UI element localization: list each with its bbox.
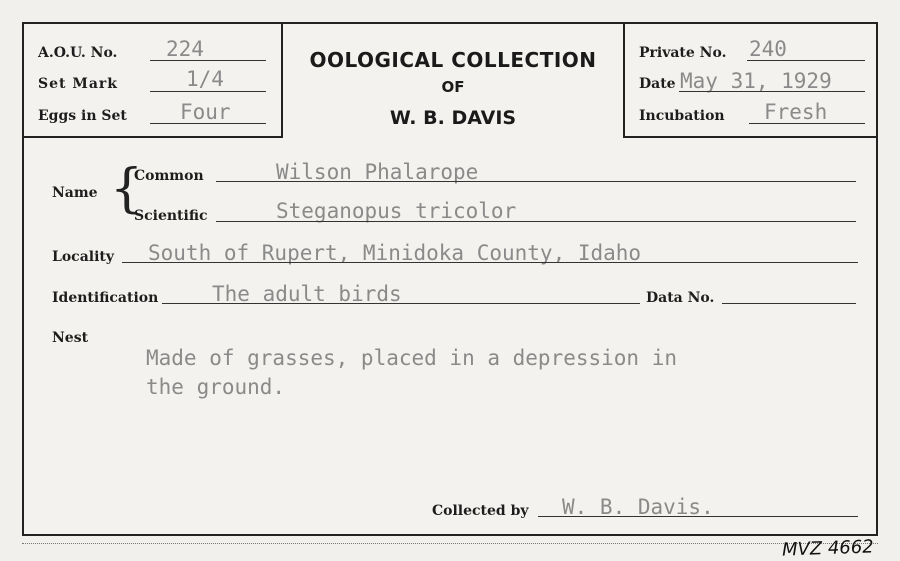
collection-title-of: OF: [441, 78, 465, 96]
name-brace: {: [110, 159, 144, 219]
set-mark-label: Set Mark: [38, 76, 119, 92]
collected-by-value: W. B. Davis.: [562, 495, 714, 519]
identification-value: The adult birds: [212, 282, 402, 306]
incubation-label: Incubation: [639, 108, 725, 124]
date-label: Date: [639, 76, 676, 92]
aou-underline: [150, 60, 266, 61]
header-divider-right: [623, 24, 625, 136]
scientific-name-value: Steganopus tricolor: [276, 199, 517, 223]
locality-label: Locality: [52, 249, 115, 265]
eggs-label: Eggs in Set: [38, 108, 127, 124]
locality-underline: [122, 262, 858, 263]
collected-by-label: Collected by: [432, 503, 529, 519]
scientific-label: Scientific: [134, 208, 208, 224]
identification-label: Identification: [52, 290, 159, 306]
nest-label: Nest: [52, 330, 89, 346]
incubation-value: Fresh: [764, 100, 828, 124]
common-label: Common: [134, 168, 204, 184]
specimen-card: [22, 22, 878, 536]
data-no-underline: [722, 303, 856, 304]
eggs-underline: [150, 123, 266, 124]
common-name-underline: [216, 181, 856, 182]
header-bottom-rule-left: [24, 136, 283, 138]
eggs-value: Four: [180, 100, 231, 124]
nest-line-2: the ground.: [146, 375, 286, 399]
locality-value: South of Rupert, Minidoka County, Idaho: [148, 241, 642, 265]
set-mark-value: 1/4: [186, 67, 224, 91]
date-value: May 31, 1929: [680, 69, 832, 93]
collector-name-title: W. B. DAVIS: [389, 107, 517, 129]
card-bottom-edge: [22, 543, 878, 544]
common-name-value: Wilson Phalarope: [276, 160, 479, 184]
incubation-underline: [749, 123, 865, 124]
collection-title: OOLOGICAL COLLECTION: [309, 48, 597, 72]
aou-label: A.O.U. No.: [38, 45, 118, 61]
private-no-value: 240: [749, 37, 787, 61]
header-bottom-rule-right: [623, 136, 878, 138]
private-no-label: Private No.: [639, 45, 727, 61]
collected-by-underline: [538, 516, 858, 517]
name-label: Name: [52, 185, 98, 201]
catalog-number: MVZ 4662: [781, 536, 875, 561]
nest-line-1: Made of grasses, placed in a depression in: [146, 346, 678, 370]
date-underline: [679, 91, 865, 92]
aou-value: 224: [166, 37, 204, 61]
scientific-name-underline: [216, 221, 856, 222]
nest-description: [146, 344, 846, 402]
data-no-label: Data No.: [646, 290, 715, 306]
private-no-underline: [747, 60, 865, 61]
identification-underline: [162, 303, 640, 304]
set-mark-underline: [150, 91, 266, 92]
